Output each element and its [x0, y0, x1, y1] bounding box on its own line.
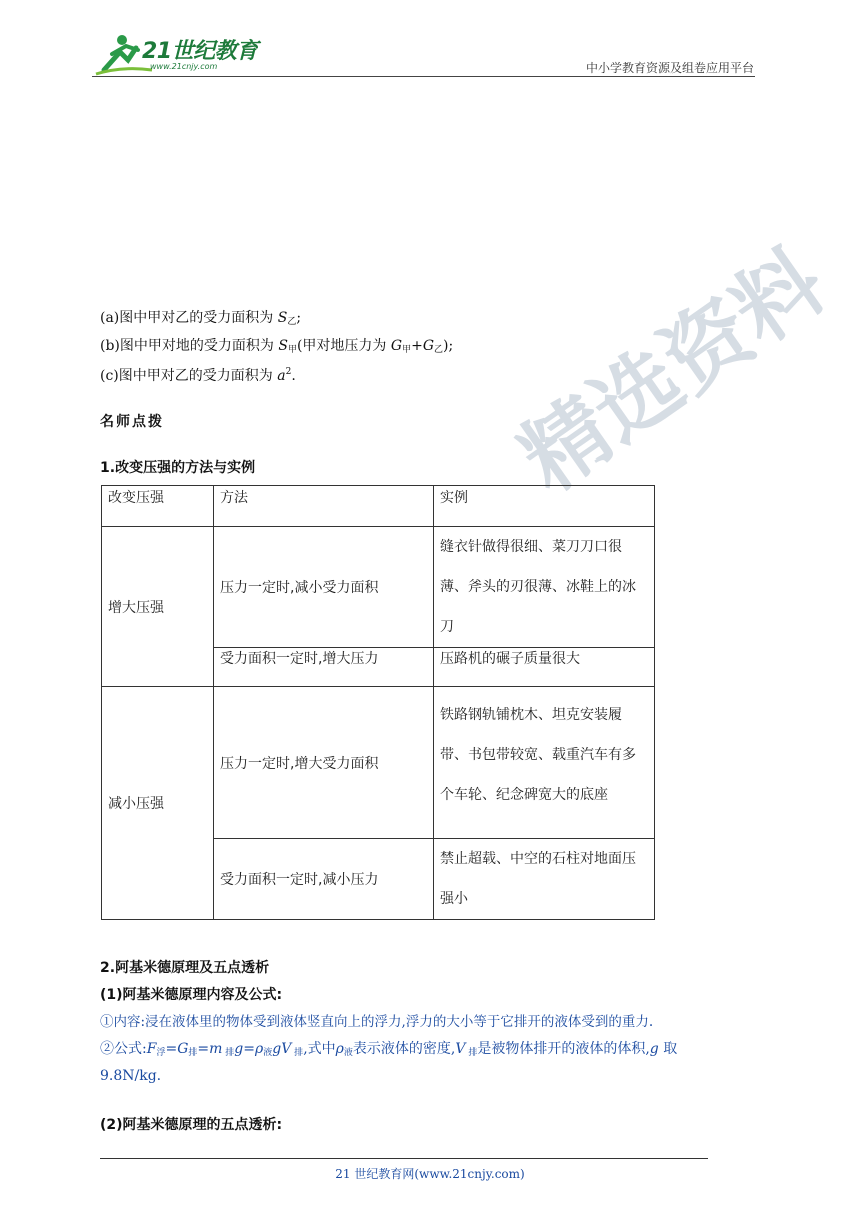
intro-line-a: [100, 308, 301, 332]
formula-rho: ρ: [254, 1041, 264, 1057]
intro-a-text: (a)图中甲对乙的受力面积为: [100, 310, 278, 326]
formula-text: 是被物体排开的液体的体积,: [477, 1041, 650, 1057]
section2-sub2: (2)阿基米德原理的五点透析:: [100, 1117, 283, 1133]
table-category-cell: 增大压强: [102, 527, 214, 687]
table-example-cell: 铁路钢轨铺枕木、坦克安装履带、书包带较宽、载重汽车有多个车轮、纪念碑宽大的底座: [434, 687, 655, 839]
section2-heading: [100, 958, 269, 978]
formula-eq: =: [243, 1041, 255, 1057]
table-row: [102, 687, 655, 839]
formula-f-sub: 浮: [156, 1048, 166, 1058]
formula-m: m: [209, 1041, 223, 1057]
table-example-cell: 压路机的碾子质量很大: [434, 648, 655, 687]
formula-g: G: [177, 1041, 189, 1057]
table-header-row: [102, 486, 655, 527]
formula-end: 取: [658, 1041, 678, 1057]
header-divider: [92, 76, 755, 77]
logo-subtext: www.21cnjy.com: [150, 62, 218, 71]
table-example-cell: 禁止超载、中空的石柱对地面压强小: [434, 839, 655, 920]
table-header-cell: 改变压强: [102, 486, 214, 527]
intro-a-sub: 乙: [287, 317, 297, 327]
formula-eq: =: [165, 1041, 178, 1057]
intro-line-b: [100, 336, 453, 360]
table-row: [102, 527, 655, 648]
formula-g2: g: [234, 1041, 244, 1057]
section2-sub1: (1)阿基米德原理内容及公式:: [100, 987, 283, 1003]
intro-b-plus: +: [411, 338, 423, 354]
section2-formula: [100, 1039, 677, 1063]
formula-prefix: ②公式:: [100, 1041, 147, 1057]
formula-rho-sub: 液: [263, 1048, 273, 1058]
table-example-cell: 缝衣针做得很细、菜刀刀口很薄、斧头的刃很薄、冰鞋上的冰刀: [434, 527, 655, 648]
formula-f: F: [146, 1041, 157, 1057]
intro-b-end: );: [443, 338, 454, 354]
formula-m-sub: 排: [222, 1048, 235, 1058]
logo-text: 21世纪教育: [142, 39, 258, 64]
formula-text: ,式中: [303, 1041, 336, 1057]
formula-v-sub: 排: [291, 1048, 304, 1058]
formula-value-line: 9.8N/kg.: [100, 1068, 162, 1084]
section2-num: 2: [100, 960, 110, 976]
watermark-text: 精选资料: [503, 231, 843, 511]
header-platform-text: 中小学教育资源及组卷应用平台: [585, 61, 754, 75]
intro-c-text: (c)图中甲对乙的受力面积为: [100, 368, 278, 384]
section1-heading: [100, 458, 255, 478]
table-header-cell: 方法: [214, 486, 434, 527]
table-category-cell: 减小压强: [102, 687, 214, 920]
tips-heading: 名师点拨: [100, 414, 164, 430]
intro-b-sub: 甲: [287, 345, 297, 355]
footer-divider: [100, 1158, 708, 1159]
intro-b-mid: (甲对地压力为: [296, 338, 391, 354]
intro-b-var: S: [278, 338, 288, 354]
intro-b-g1: G: [390, 338, 403, 354]
table-method-cell: 受力面积一定时,增大压力: [214, 648, 434, 687]
formula-text: 表示液体的密度,: [352, 1041, 456, 1057]
intro-b-text: (b)图中甲对地的受力面积为: [100, 338, 279, 354]
formula-rho2: ρ: [335, 1041, 344, 1057]
formula-v2: V: [455, 1041, 466, 1057]
intro-b-g2-sub: 乙: [434, 345, 444, 355]
formula-g3: g: [649, 1041, 659, 1057]
section2-content: ①内容:浸在液体里的物体受到液体竖直向上的浮力,浮力的大小等于它排开的液体受到的重力.: [100, 1014, 654, 1030]
table-method-cell: 受力面积一定时,减小压力: [214, 839, 434, 920]
pressure-methods-table: [101, 485, 655, 920]
intro-a-suffix: ;: [296, 310, 302, 326]
formula-rho2-sub: 液: [343, 1048, 353, 1058]
table-header-cell: 实例: [434, 486, 655, 527]
intro-c-end: .: [291, 368, 296, 384]
intro-c-sup: 2: [285, 367, 292, 377]
intro-b-g1-sub: 甲: [402, 345, 412, 355]
formula-eq: =: [197, 1041, 210, 1057]
formula-gv: gV: [272, 1041, 292, 1057]
formula-g-sub: 排: [188, 1048, 198, 1058]
section1-num: 1: [100, 460, 110, 476]
intro-a-var: S: [277, 310, 288, 326]
table-method-cell: 压力一定时,减小受力面积: [214, 527, 434, 648]
watermark: [500, 231, 843, 511]
formula-v2-sub: 排: [465, 1048, 478, 1058]
table-method-cell: 压力一定时,增大受力面积: [214, 687, 434, 839]
footer-text: 21 世纪教育网(www.21cnjy.com): [335, 1167, 525, 1181]
section2-title: .阿基米德原理及五点透析: [109, 960, 270, 976]
intro-line-c: [100, 362, 296, 386]
intro-c-var: a: [277, 368, 286, 384]
section1-title: .改变压强的方法与实例: [109, 460, 256, 476]
intro-b-g2: G: [422, 338, 434, 354]
